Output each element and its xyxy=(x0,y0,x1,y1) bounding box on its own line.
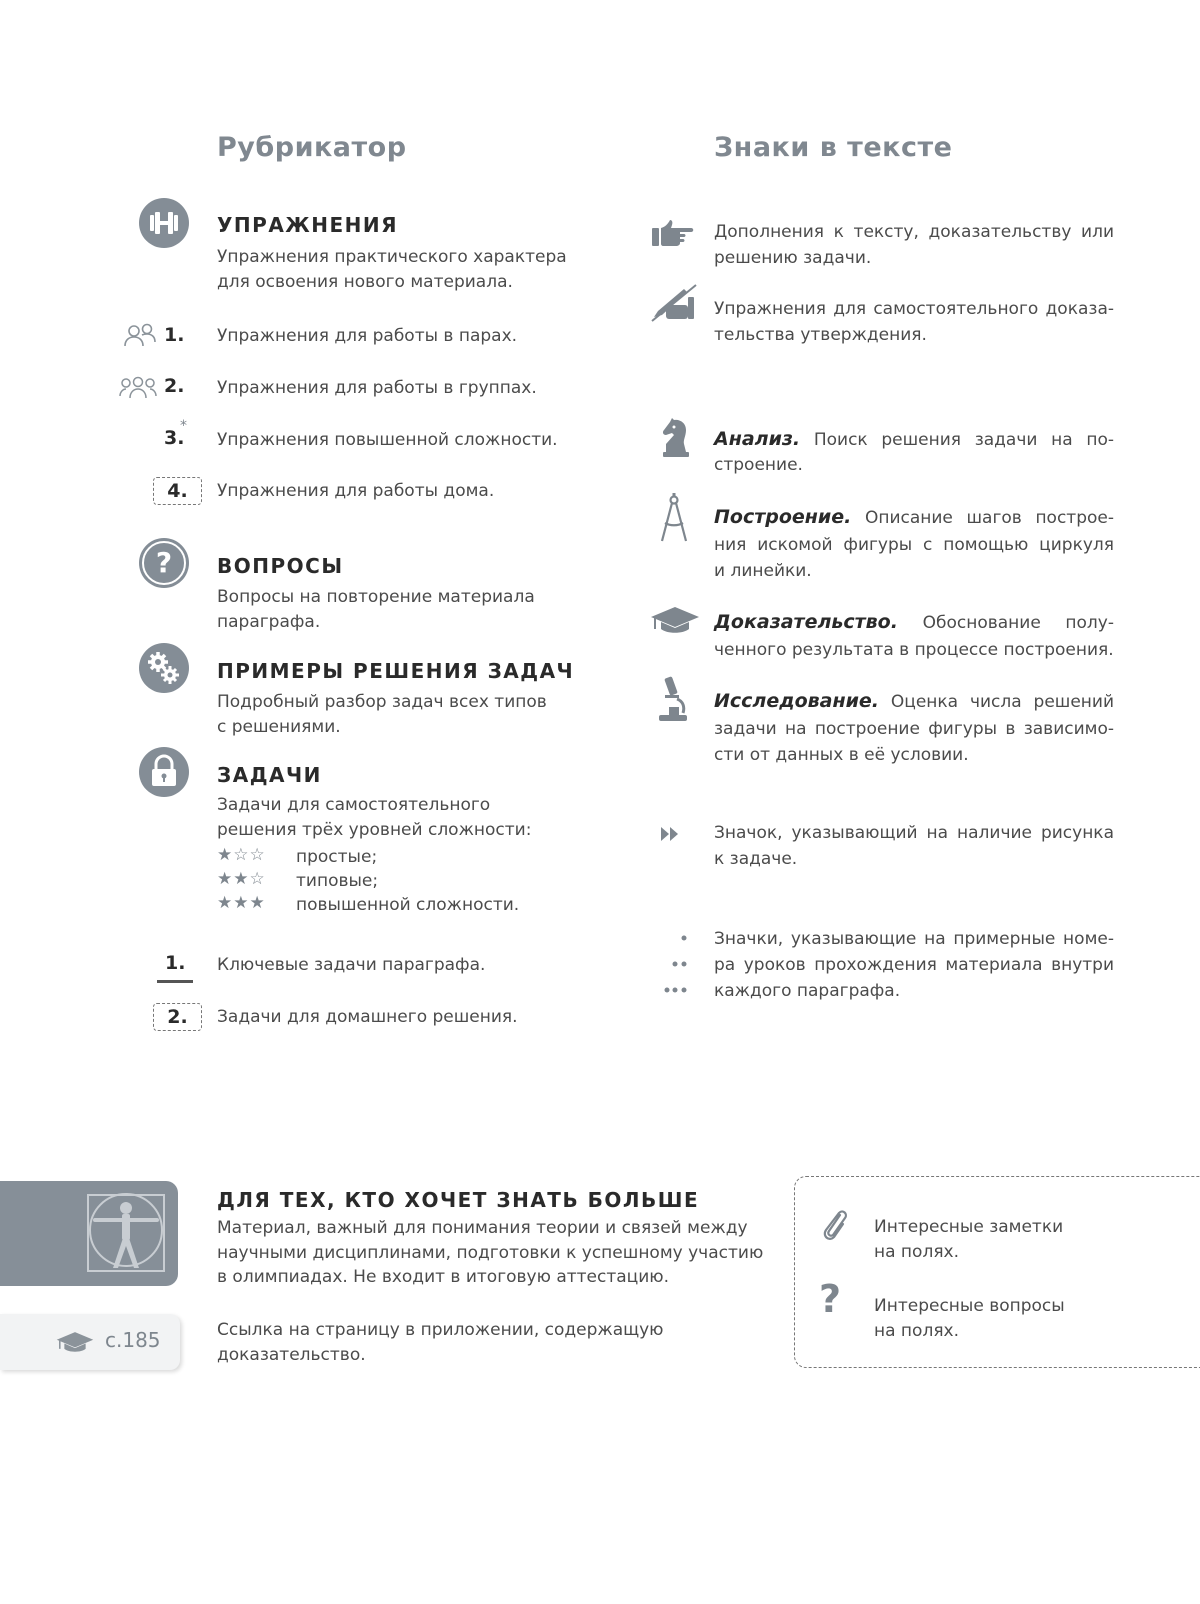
exercise-groups-text: Упражнения для работы в группах. xyxy=(217,378,537,398)
margin-questions-text: Интересные вопросы на полях. xyxy=(874,1296,1065,1341)
page-ref-label: с.185 xyxy=(105,1328,161,1352)
research-term: Исследование. xyxy=(714,690,880,712)
construction-line3: и линейки. xyxy=(714,561,812,581)
compass-icon xyxy=(657,493,691,549)
proof-text: Обоснование полу- xyxy=(922,613,1114,633)
double-triangle-icon xyxy=(661,826,679,845)
figure-sign-line1: Значок, указывающий на наличие рисунка xyxy=(714,823,1114,843)
margin-notes-text: Интересные заметки на полях. xyxy=(874,1217,1064,1262)
construction-line2: ния искомой фигуры с помощью циркуля xyxy=(714,534,1114,555)
research-line2: задачи на построение фигуры в зависимо- xyxy=(714,718,1114,739)
lesson-signs-line2: ра уроков прохождения материала внутри xyxy=(714,955,1114,975)
construction-block xyxy=(714,505,1114,584)
additions-line1: Дополнения к тексту, доказательству или xyxy=(714,222,1114,242)
question-icon xyxy=(139,538,189,588)
questions-title: ВОПРОСЫ xyxy=(217,554,344,578)
analysis-term: Анализ. xyxy=(714,428,801,450)
self-proof-line2: тельства утверждения. xyxy=(714,325,927,345)
one-dot-icon xyxy=(663,933,691,997)
rubricator-heading: Рубрикатор xyxy=(217,132,407,163)
key-task-underline xyxy=(157,980,193,983)
dumbbell-icon xyxy=(139,198,189,248)
analysis-text: Поиск решения задачи на по- xyxy=(813,430,1115,450)
exercise-pairs-text: Упражнения для работы в парах. xyxy=(217,326,518,346)
level-typical-label: типовые; xyxy=(296,871,379,891)
home-task-text: Задачи для домашнего решения. xyxy=(217,1007,518,1027)
exercises-desc: Упражнения практического характера для освоения нового материала. xyxy=(217,247,567,292)
exercises-title: УПРАЖНЕНИЯ xyxy=(217,213,399,237)
page-ref-badge xyxy=(0,1314,180,1370)
chess-knight-icon xyxy=(658,418,692,462)
key-task-text: Ключевые задачи параграфа. xyxy=(217,955,486,975)
analysis-line2: строение. xyxy=(714,454,803,475)
pen-hand-icon xyxy=(650,283,698,327)
proof-term: Доказательство. xyxy=(714,611,898,633)
group-icon xyxy=(119,374,157,404)
svg-text:?: ? xyxy=(155,546,173,579)
microscope-icon xyxy=(655,675,691,729)
margin-notes-box xyxy=(794,1176,1200,1368)
more-desc: Материал, важный для понимания теории и связей между научными дисциплинами, подготовки к успешному участию в олимпиадах. Не входит в итоговую аттестацию. xyxy=(217,1218,764,1287)
level-simple-label: простые; xyxy=(296,847,378,867)
proof-line2: ченного результата в процессе построения. xyxy=(714,639,1114,660)
research-text: Оценка числа решений xyxy=(890,692,1115,712)
paperclip-icon xyxy=(820,1207,850,1243)
exercise-num-2: 2. xyxy=(164,375,185,397)
analysis-line1 xyxy=(714,427,1114,477)
figure-sign-line2: к задаче. xyxy=(714,849,798,869)
gears-icon xyxy=(139,643,189,693)
home-task-num: 2. xyxy=(153,1003,202,1031)
construction-text: Описание шагов построе- xyxy=(864,508,1114,528)
stars-hard-icon: ★★★ xyxy=(217,893,266,913)
asterisk-mark: * xyxy=(180,418,187,434)
research-block xyxy=(714,689,1114,768)
lesson-signs-line1: Значки, указывающие на примерные номе- xyxy=(714,929,1114,949)
key-task-num: 1. xyxy=(165,952,186,974)
exercise-num-3: 3. xyxy=(164,427,185,449)
page-ref-cap-icon xyxy=(56,1330,94,1354)
exercise-home-text: Упражнения для работы дома. xyxy=(217,481,495,501)
research-line3: сти от данных в её условии. xyxy=(714,745,969,765)
graduation-cap-icon xyxy=(650,605,700,639)
tasks-title: ЗАДАЧИ xyxy=(217,763,322,787)
tasks-desc: Задачи для самостоятельного решения трёх уровней сложности: xyxy=(217,795,532,840)
lock-icon xyxy=(139,747,189,797)
pair-icon xyxy=(123,322,157,352)
exercise-num-4: 4. xyxy=(153,477,202,505)
level-hard-label: повышенной сложности. xyxy=(296,895,520,915)
examples-title: ПРИМЕРЫ РЕШЕНИЯ ЗАДАЧ xyxy=(217,659,575,683)
self-proof-line1: Упражнения для самостоятельного доказа- xyxy=(714,299,1114,319)
vitruvian-man-icon xyxy=(83,1190,169,1276)
more-knowledge-badge xyxy=(0,1181,178,1286)
additions-line2: решению задачи. xyxy=(714,248,872,268)
more-title: ДЛЯ ТЕХ, КТО ХОЧЕТ ЗНАТЬ БОЛЬШЕ xyxy=(217,1188,700,1212)
exercise-num-1: 1. xyxy=(164,324,185,346)
proof-block xyxy=(714,610,1114,662)
stars-simple-icon: ★☆☆ xyxy=(217,845,266,865)
signs-heading: Знаки в тексте xyxy=(714,132,953,163)
stars-typical-icon: ★★☆ xyxy=(217,869,266,889)
page-ref-desc: Ссылка на страницу в приложении, содержащую доказательство. xyxy=(217,1320,664,1365)
pointing-hand-icon xyxy=(650,218,700,254)
exercise-hard-text: Упражнения повышенной сложности. xyxy=(217,430,558,450)
examples-desc: Подробный разбор задач всех типов с решениями. xyxy=(217,692,547,737)
construction-term: Построение. xyxy=(714,506,852,528)
questions-desc: Вопросы на повторение материала параграфа. xyxy=(217,587,535,632)
margin-question-icon: ? xyxy=(819,1277,842,1321)
lesson-signs-line3: каждого параграфа. xyxy=(714,981,901,1001)
